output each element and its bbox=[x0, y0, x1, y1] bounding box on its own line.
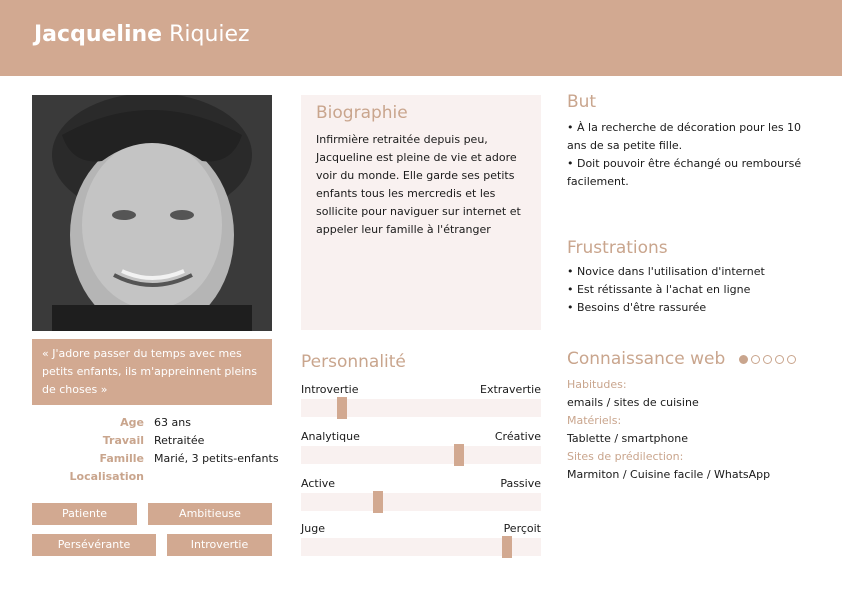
web-knowledge-heading bbox=[567, 349, 799, 369]
personality-slider-judge bbox=[301, 522, 541, 562]
rating-dot-icon bbox=[775, 355, 784, 364]
devices-label: Matériels: bbox=[567, 414, 622, 427]
slider-left-label: Juge bbox=[301, 522, 325, 535]
persona-name bbox=[34, 22, 250, 47]
frustration-item: • Novice dans l'utilisation d'internet bbox=[567, 265, 765, 278]
slider-track bbox=[301, 446, 541, 464]
slider-right-label: Extravertie bbox=[480, 383, 541, 396]
goal-title: But bbox=[567, 92, 597, 112]
rating-dot-icon bbox=[739, 355, 748, 364]
info-row-work bbox=[32, 434, 292, 452]
personality-slider-analytic bbox=[301, 430, 541, 470]
habits-value: emails / sites de cuisine bbox=[567, 396, 699, 409]
slider-thumb bbox=[502, 536, 512, 558]
slider-track bbox=[301, 493, 541, 511]
goal-item: • À la recherche de décoration pour les 10 ans de sa petite fille. bbox=[567, 121, 802, 152]
sites-label: Sites de prédilection: bbox=[567, 450, 684, 463]
personality-slider-active bbox=[301, 477, 541, 517]
slider-left-label: Introvertie bbox=[301, 383, 359, 396]
personality-title: Personnalité bbox=[301, 352, 406, 372]
slider-right-label: Créative bbox=[494, 430, 541, 443]
slider-thumb bbox=[373, 491, 383, 513]
sites-value: Marmiton / Cuisine facile / WhatsApp bbox=[567, 468, 771, 481]
last-name: Riquiez bbox=[169, 22, 250, 47]
info-value: Retraitée bbox=[154, 434, 205, 447]
trait-tag-ambitieuse: Ambitieuse bbox=[148, 503, 272, 525]
info-label: Travail bbox=[102, 434, 144, 447]
slider-right-label: Passive bbox=[500, 477, 541, 490]
header-banner bbox=[0, 0, 842, 76]
first-name: Jacqueline bbox=[34, 22, 163, 47]
info-label: Localisation bbox=[69, 470, 144, 483]
portrait-illustration bbox=[32, 95, 272, 331]
personality-slider-introvert bbox=[301, 383, 541, 423]
frustrations-title: Frustrations bbox=[567, 238, 668, 258]
persona-photo bbox=[32, 95, 272, 331]
web-knowledge-details bbox=[567, 376, 827, 484]
slider-thumb bbox=[454, 444, 464, 466]
rating-dot-icon bbox=[751, 355, 760, 364]
info-row-family bbox=[32, 452, 292, 470]
trait-tag-introvertie: Introvertie bbox=[167, 534, 272, 556]
habits-label: Habitudes: bbox=[567, 378, 627, 391]
slider-thumb bbox=[337, 397, 347, 419]
trait-tag-perseverante: Persévérante bbox=[32, 534, 156, 556]
biography-title: Biographie bbox=[316, 103, 408, 123]
rating-dot-icon bbox=[787, 355, 796, 364]
slider-left-label: Analytique bbox=[301, 430, 360, 443]
info-label: Age bbox=[120, 416, 144, 429]
slider-right-label: Perçoit bbox=[503, 522, 541, 535]
info-row-age bbox=[32, 416, 292, 434]
info-label: Famille bbox=[99, 452, 144, 465]
web-level-rating bbox=[739, 349, 799, 369]
frustrations-list bbox=[567, 263, 817, 317]
info-table bbox=[32, 416, 292, 488]
persona-quote: « J'adore passer du temps avec mes petits enfants, ils m'appreinnent pleins de choses » bbox=[32, 339, 272, 405]
frustration-item: • Besoins d'être rassurée bbox=[567, 301, 707, 314]
info-value: 63 ans bbox=[154, 416, 191, 429]
rating-dot-icon bbox=[763, 355, 772, 364]
frustration-item: • Est rétissante à l'achat en ligne bbox=[567, 283, 751, 296]
info-row-location bbox=[32, 470, 292, 488]
goal-item: • Doit pouvoir être échangé ou remboursé facilement. bbox=[567, 157, 802, 188]
devices-value: Tablette / smartphone bbox=[567, 432, 688, 445]
slider-left-label: Active bbox=[301, 477, 336, 490]
goal-list bbox=[567, 119, 817, 191]
info-value: Marié, 3 petits-enfants bbox=[154, 452, 279, 465]
biography-text: Infirmière retraitée depuis peu, Jacqueline est pleine de vie et adore voir du monde. Elle garde ses petits enfants tous les mercredis et les sollicite pour naviguer sur internet et appeler leur famille à l'étranger bbox=[316, 133, 521, 236]
biography-panel bbox=[301, 95, 541, 330]
trait-tag-patiente: Patiente bbox=[32, 503, 137, 525]
web-knowledge-title: Connaissance web bbox=[567, 349, 726, 369]
